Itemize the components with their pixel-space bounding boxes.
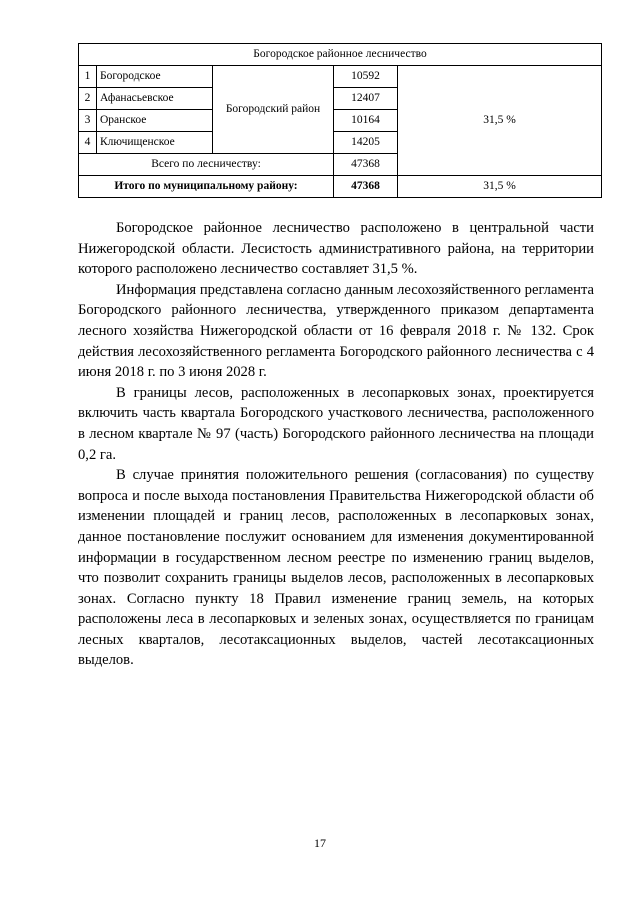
table-caption-row: [79, 44, 602, 66]
body-text: [78, 218, 594, 671]
percent-cell: 31,5 %: [398, 66, 602, 176]
table-caption: Богородское районное лесничество: [79, 44, 602, 66]
row-number: 2: [79, 88, 97, 110]
paragraph: В случае принятия положительного решения (согласования) по существу вопроса и после выхода постановления Правительства Нижегородской области об изменении площадей и границ лесов, расположенных в лесопарковых зонах, данное постановление послужит основанием для изменения документированной информации в государственном лесном реестре по изменению границ выделов, что позволит сохранить границы выделов лесов, расположенных в лесопарковых зонах. Согласно пункту 18 Правил изменение границ земель, на которых расположены леса в лесопарковых и зеленых зонах, осуществляется по границам лесных кварталов, лесотаксационных выделов, частей лесотаксационных выделов.: [78, 467, 594, 669]
grand-total-area: 47368: [334, 176, 398, 198]
forestry-table: [78, 43, 602, 198]
page-number: 17: [314, 836, 326, 850]
paragraph: Богородское районное лесничество расположено в центральной части Нижегородской области. Лесистость административного района, на территории которого расположено лесничество составляет 31,5 %.: [78, 220, 594, 278]
area-cell: 10164: [334, 110, 398, 132]
forestry-name: Афанасьевское: [97, 88, 213, 110]
paragraph: Информация представлена согласно данным лесохозяйственного регламента Богородского районного лесничества, утвержденного приказом департамента лесного хозяйства Нижегородской области от 16 февраля 2018 г. № 132. Срок действия лесохозяйственного регламента Богородского районного лесничества с 4 июня 2018 г. по 3 июня 2028 г.: [78, 281, 594, 381]
region-cell: Богородский район: [213, 66, 334, 154]
forestry-name: Ключищенское: [97, 132, 213, 154]
forestry-name: Оранское: [97, 110, 213, 132]
grand-total-percent: 31,5 %: [398, 176, 602, 198]
grand-total-row: [79, 176, 602, 198]
paragraph: В границы лесов, расположенных в лесопарковых зонах, проектируется включить часть квартала Богородского участкового лесничества, расположенного в лесном квартале № 97 (часть) Богородского районного лесничества на площади 0,2 га.: [78, 384, 594, 463]
area-cell: 12407: [334, 88, 398, 110]
row-number: 3: [79, 110, 97, 132]
table-row: [79, 66, 602, 88]
grand-total-label: Итого по муниципальному району:: [79, 176, 334, 198]
total-area: 47368: [334, 154, 398, 176]
row-number: 4: [79, 132, 97, 154]
forestry-name: Богородское: [97, 66, 213, 88]
area-cell: 10592: [334, 66, 398, 88]
area-cell: 14205: [334, 132, 398, 154]
row-number: 1: [79, 66, 97, 88]
total-label: Всего по лесничеству:: [79, 154, 334, 176]
